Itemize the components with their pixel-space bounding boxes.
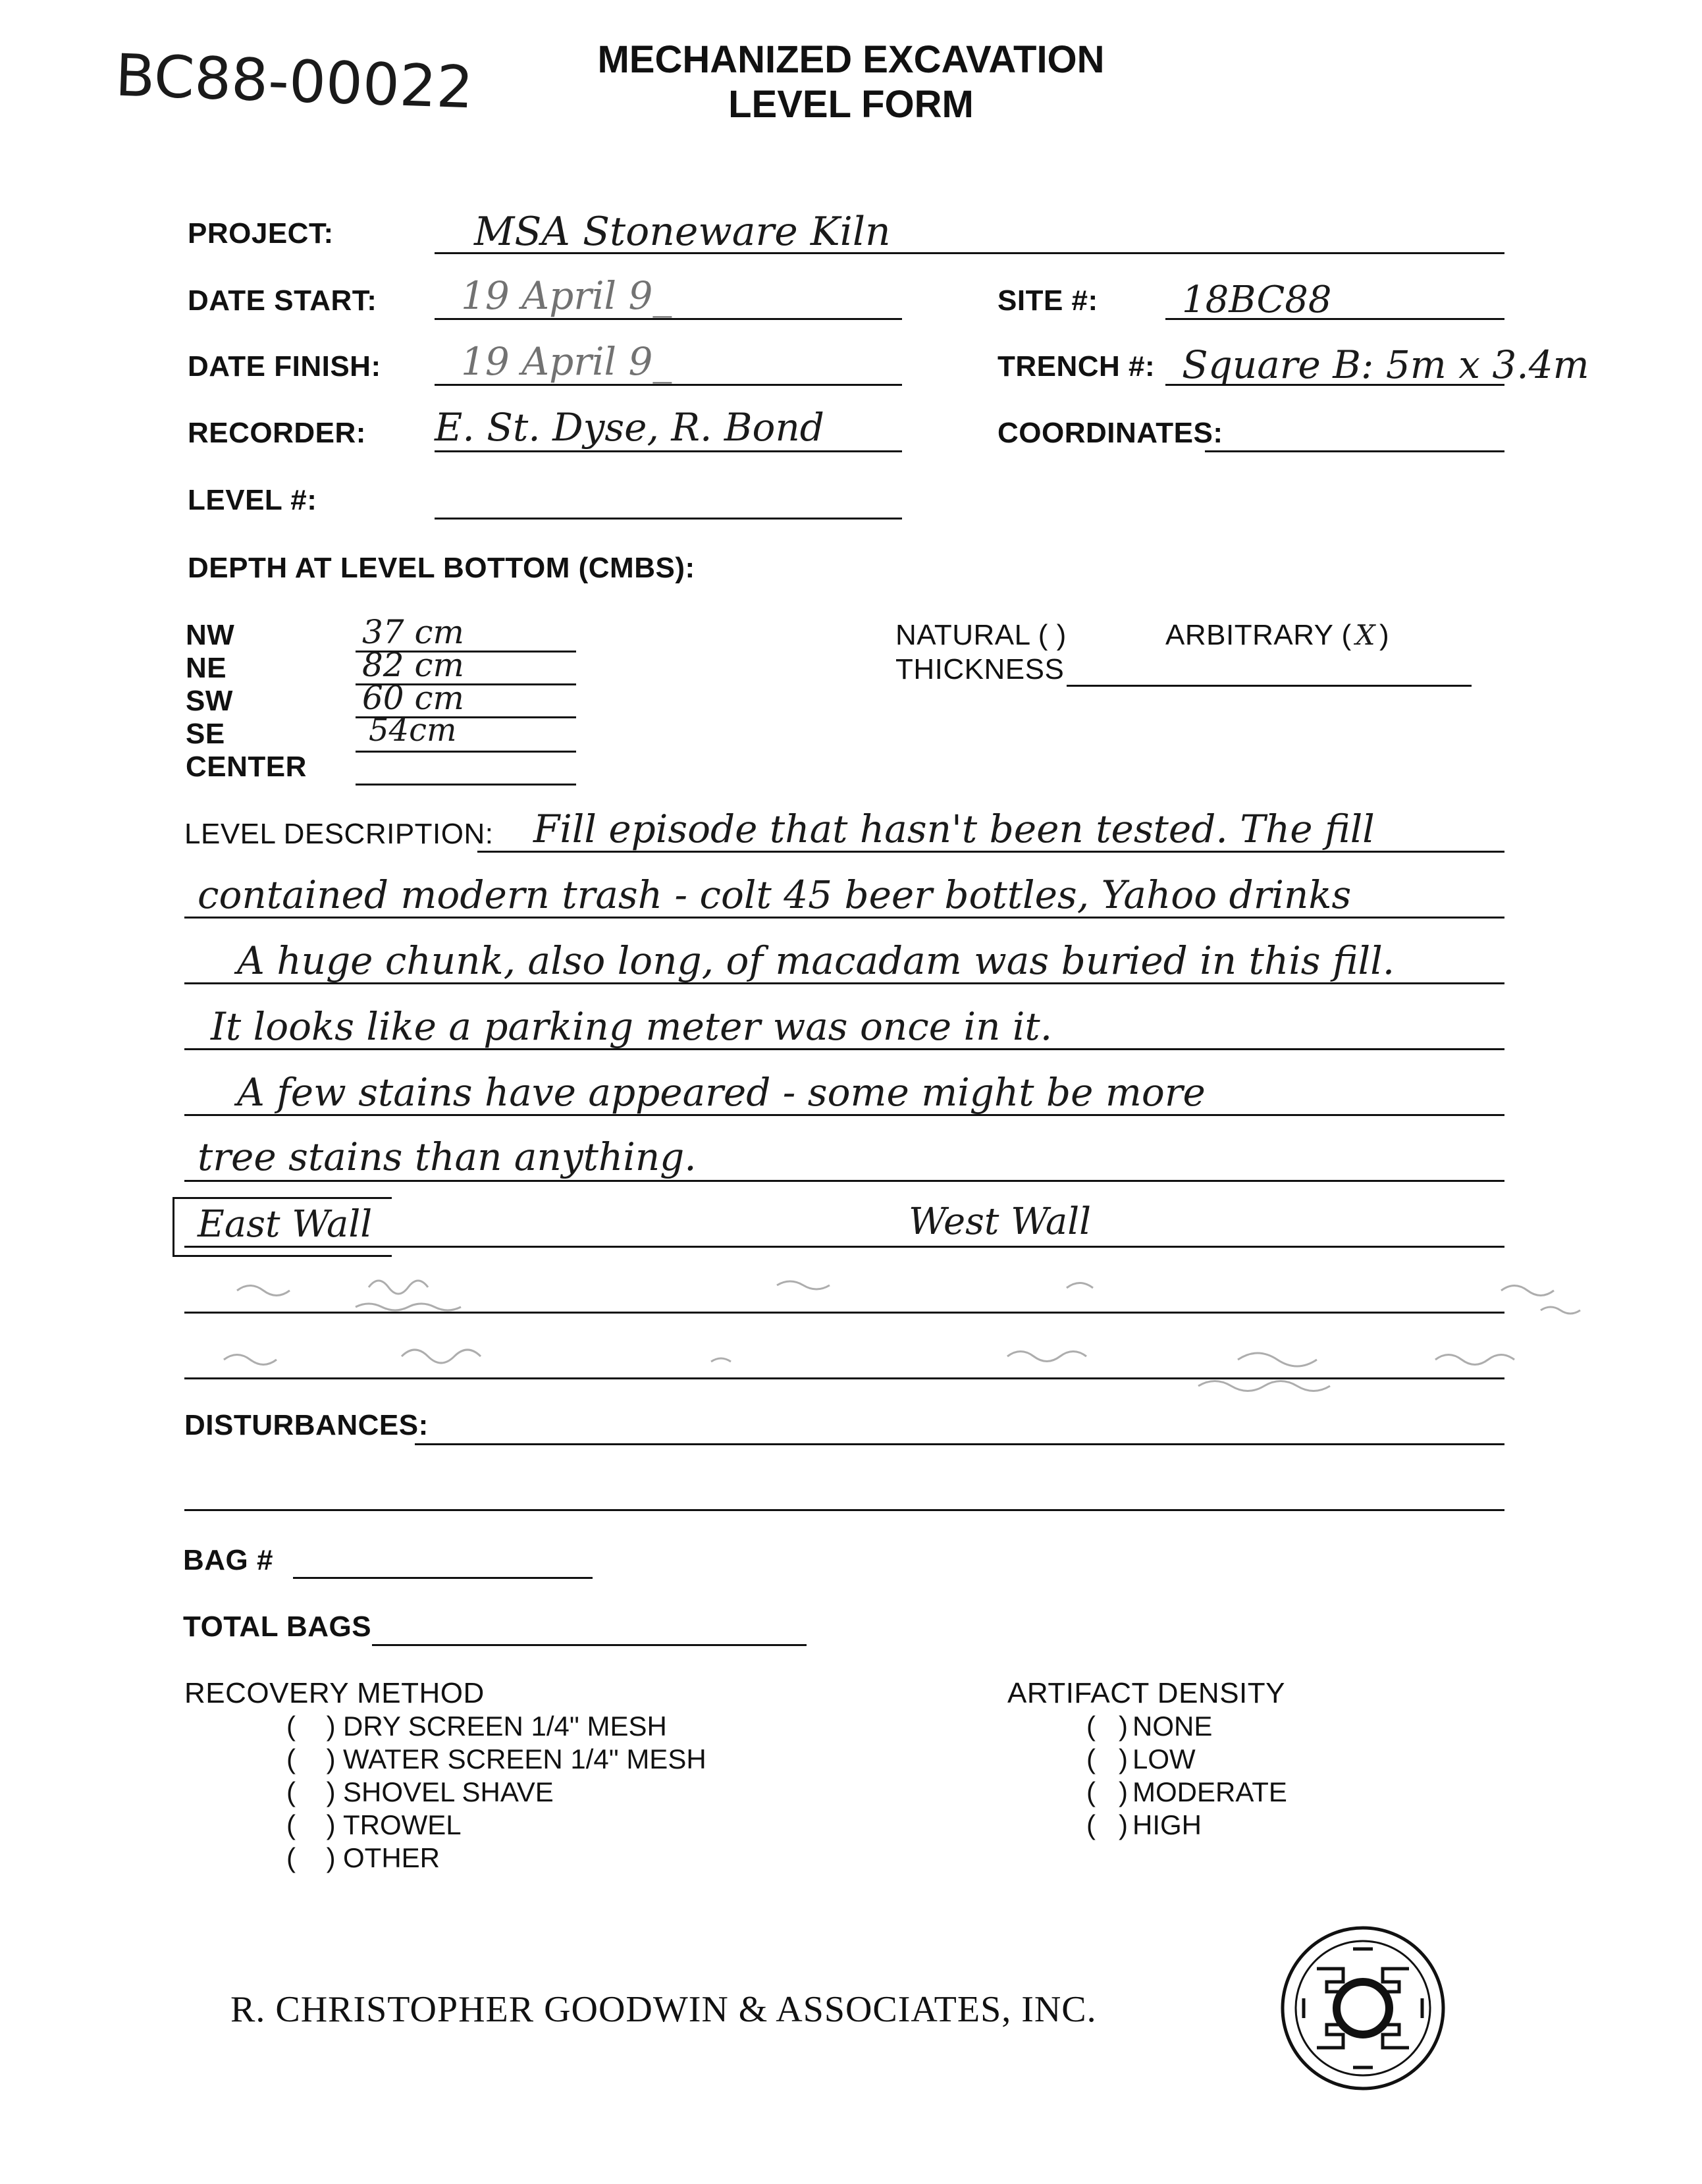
date-finish-label: DATE FINISH: xyxy=(188,350,381,383)
coordinates-line xyxy=(1205,450,1504,452)
date-start-label: DATE START: xyxy=(188,284,377,317)
arbitrary-label[interactable] xyxy=(1165,619,1389,652)
depth-se-value[interactable]: 54cm xyxy=(369,712,457,749)
depth-ne-value[interactable]: 82 cm xyxy=(362,646,464,684)
level-description-line-3[interactable]: A huge chunk, also long, of macadam was buried in this fill. xyxy=(237,938,1395,983)
total-bags-line[interactable] xyxy=(372,1644,807,1646)
level-description-line-6[interactable]: tree stains than anything. xyxy=(198,1134,697,1179)
depth-sw-label: SW xyxy=(186,685,233,717)
disturbances-line-2[interactable] xyxy=(184,1509,1504,1511)
arbitrary-close: ) xyxy=(1379,619,1390,651)
recovery-option-trowel[interactable]: ( ) TROWEL xyxy=(286,1809,462,1840)
company-name: R. CHRISTOPHER GOODWIN & ASSOCIATES, INC. xyxy=(230,1989,1097,2030)
level-number-line xyxy=(435,518,902,519)
document-id: BC88-00022 xyxy=(114,41,475,122)
bag-number-line[interactable] xyxy=(293,1577,593,1579)
west-wall-note[interactable]: West Wall xyxy=(909,1200,1092,1243)
density-option-low[interactable]: ( ) LOW xyxy=(1086,1744,1196,1774)
level-number-label: LEVEL #: xyxy=(188,484,317,516)
level-description-line-4[interactable]: It looks like a parking meter was once in it. xyxy=(211,1004,1053,1049)
date-start-value[interactable]: 19 April 9_ xyxy=(461,273,672,318)
thickness-line xyxy=(1067,685,1472,687)
bag-number-label: BAG # xyxy=(183,1544,273,1576)
company-seal-logo xyxy=(1277,1923,1449,2094)
date-finish-line xyxy=(435,384,902,386)
depth-nw-value[interactable]: 37 cm xyxy=(362,613,464,651)
depth-se-line xyxy=(356,751,576,753)
level-description-line-2[interactable]: contained modern trash - colt 45 beer bottles, Yahoo drinks xyxy=(198,872,1352,917)
density-option-high[interactable]: ( ) HIGH xyxy=(1086,1809,1202,1840)
recovery-option-shovel-shave[interactable]: ( ) SHOVEL SHAVE xyxy=(286,1776,554,1807)
disturbances-label: DISTURBANCES: xyxy=(184,1409,429,1441)
site-line xyxy=(1165,318,1504,320)
artifact-density-heading: ARTIFACT DENSITY xyxy=(1007,1677,1286,1709)
arbitrary-text: ARBITRARY ( xyxy=(1165,619,1352,651)
recovery-option-dry-screen[interactable]: ( ) DRY SCREEN 1/4" MESH xyxy=(286,1711,667,1742)
level-description-line-5[interactable]: A few stains have appeared - some might be more xyxy=(237,1070,1206,1115)
recorder-label: RECORDER: xyxy=(188,417,366,449)
project-value[interactable]: MSA Stoneware Kiln xyxy=(474,209,891,255)
depth-sw-value[interactable]: 60 cm xyxy=(362,679,464,717)
recovery-option-other[interactable]: ( ) OTHER xyxy=(286,1842,440,1873)
depth-nw-label: NW xyxy=(186,619,235,651)
faint-handwriting-traces xyxy=(184,1271,1653,1409)
recorder-value[interactable]: E. St. Dyse, R. Bond xyxy=(435,405,824,450)
project-label: PROJECT: xyxy=(188,217,334,250)
level-description-label: LEVEL DESCRIPTION: xyxy=(184,818,494,850)
recovery-method-heading: RECOVERY METHOD xyxy=(184,1677,485,1709)
depth-se-label: SE xyxy=(186,718,225,750)
density-option-none[interactable]: ( ) NONE xyxy=(1086,1711,1213,1742)
recorder-line xyxy=(435,450,902,452)
arbitrary-check-mark: X xyxy=(1355,619,1376,651)
form-title-line2: LEVEL FORM xyxy=(728,83,974,126)
depth-heading: DEPTH AT LEVEL BOTTOM (CMBS): xyxy=(188,552,695,584)
depth-center-label: CENTER xyxy=(186,751,307,783)
trench-line xyxy=(1165,384,1504,386)
trench-value[interactable]: Square B: 5m x 3.4m xyxy=(1182,342,1589,387)
project-line xyxy=(435,252,1504,254)
thickness-label: THICKNESS xyxy=(895,653,1065,685)
date-start-line xyxy=(435,318,902,320)
depth-ne-label: NE xyxy=(186,652,227,684)
trench-label: TRENCH #: xyxy=(997,350,1156,383)
site-value[interactable]: 18BC88 xyxy=(1182,279,1332,321)
level-description-line-1[interactable]: Fill episode that hasn't been tested. The fill xyxy=(533,807,1375,851)
depth-center-line xyxy=(356,784,576,786)
total-bags-label: TOTAL BAGS xyxy=(183,1611,372,1643)
natural-label[interactable]: NATURAL ( ) xyxy=(895,619,1067,651)
coordinates-label: COORDINATES: xyxy=(997,417,1223,449)
east-wall-note[interactable]: East Wall xyxy=(198,1203,373,1246)
disturbances-line-1[interactable] xyxy=(415,1443,1504,1445)
site-label: SITE #: xyxy=(997,284,1098,317)
form-title-line1: MECHANIZED EXCAVATION xyxy=(597,38,1105,81)
date-finish-value[interactable]: 19 April 9_ xyxy=(461,339,672,384)
density-option-moderate[interactable]: ( ) MODERATE xyxy=(1086,1776,1287,1807)
recovery-option-water-screen[interactable]: ( ) WATER SCREEN 1/4" MESH xyxy=(286,1744,706,1774)
